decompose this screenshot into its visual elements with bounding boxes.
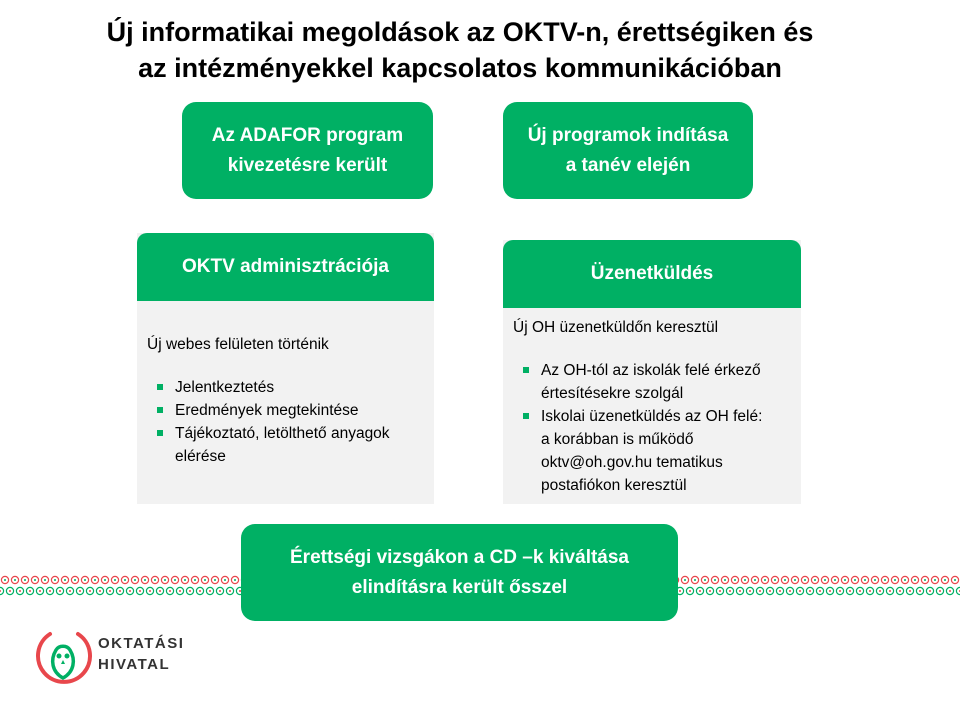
logo-line-2: HIVATAL [98, 656, 171, 673]
list-item [147, 399, 434, 422]
list-item-text: Jelentkeztetés [175, 379, 275, 396]
list-item-text: Eredmények megtekintése [175, 402, 359, 419]
messaging-card-intro: Új OH üzenetküldőn keresztül [513, 319, 719, 336]
list-item-text: oktv@oh.gov.hu tematikus [541, 454, 723, 471]
list-item [147, 422, 434, 468]
logo-wordmark [98, 633, 184, 675]
new-programs-box-line-1: Új programok indítása [527, 124, 729, 146]
list-item [147, 376, 434, 399]
slide-title-line-2: az intézményekkel kapcsolatos kommunikációban [138, 53, 782, 83]
list-item-text: elérése [175, 448, 226, 465]
list-item-text: a korábban is működő [541, 431, 694, 448]
adafor-box-line-1: Az ADAFOR program [211, 124, 404, 146]
list-item [513, 359, 801, 405]
messaging-card-header: Üzenetküldés [503, 240, 801, 308]
cd-replacement-box-line-1: Érettségi vizsgákon a CD –k kiváltása [290, 546, 629, 568]
messaging-card [503, 240, 801, 504]
oktv-card-intro: Új webes felületen történik [147, 336, 329, 353]
cd-replacement-box [241, 524, 678, 621]
list-item-text: postafiókon keresztül [541, 477, 687, 494]
oktv-bullet-list [147, 376, 434, 468]
cd-replacement-box-line-2: elindításra került ősszel [351, 576, 568, 598]
oktv-card [137, 233, 434, 504]
list-item-text: Tájékoztató, letölthető anyagok [175, 425, 390, 442]
list-item-text: értesítésekre szolgál [541, 385, 684, 402]
oktv-card-header: OKTV adminisztrációja [137, 233, 434, 301]
messaging-card-body [503, 308, 801, 497]
messaging-bullet-list [513, 359, 801, 497]
adafor-box [182, 102, 433, 199]
owl-logo-icon [34, 626, 92, 688]
new-programs-box-line-2: a tanév elején [565, 154, 691, 176]
oktv-card-body [137, 301, 434, 468]
new-programs-box [503, 102, 753, 199]
list-item-text: Iskolai üzenetküldés az OH felé: [541, 408, 763, 425]
slide-title-line-1: Új informatikai megoldások az OKTV-n, érettségiken és [106, 17, 814, 47]
slide-title [60, 14, 860, 86]
list-item [513, 405, 801, 497]
logo-line-1: OKTATÁSI [98, 635, 185, 652]
adafor-box-line-2: kivezetésre került [227, 154, 388, 176]
list-item-text: Az OH-tól az iskolák felé érkező [541, 362, 761, 379]
